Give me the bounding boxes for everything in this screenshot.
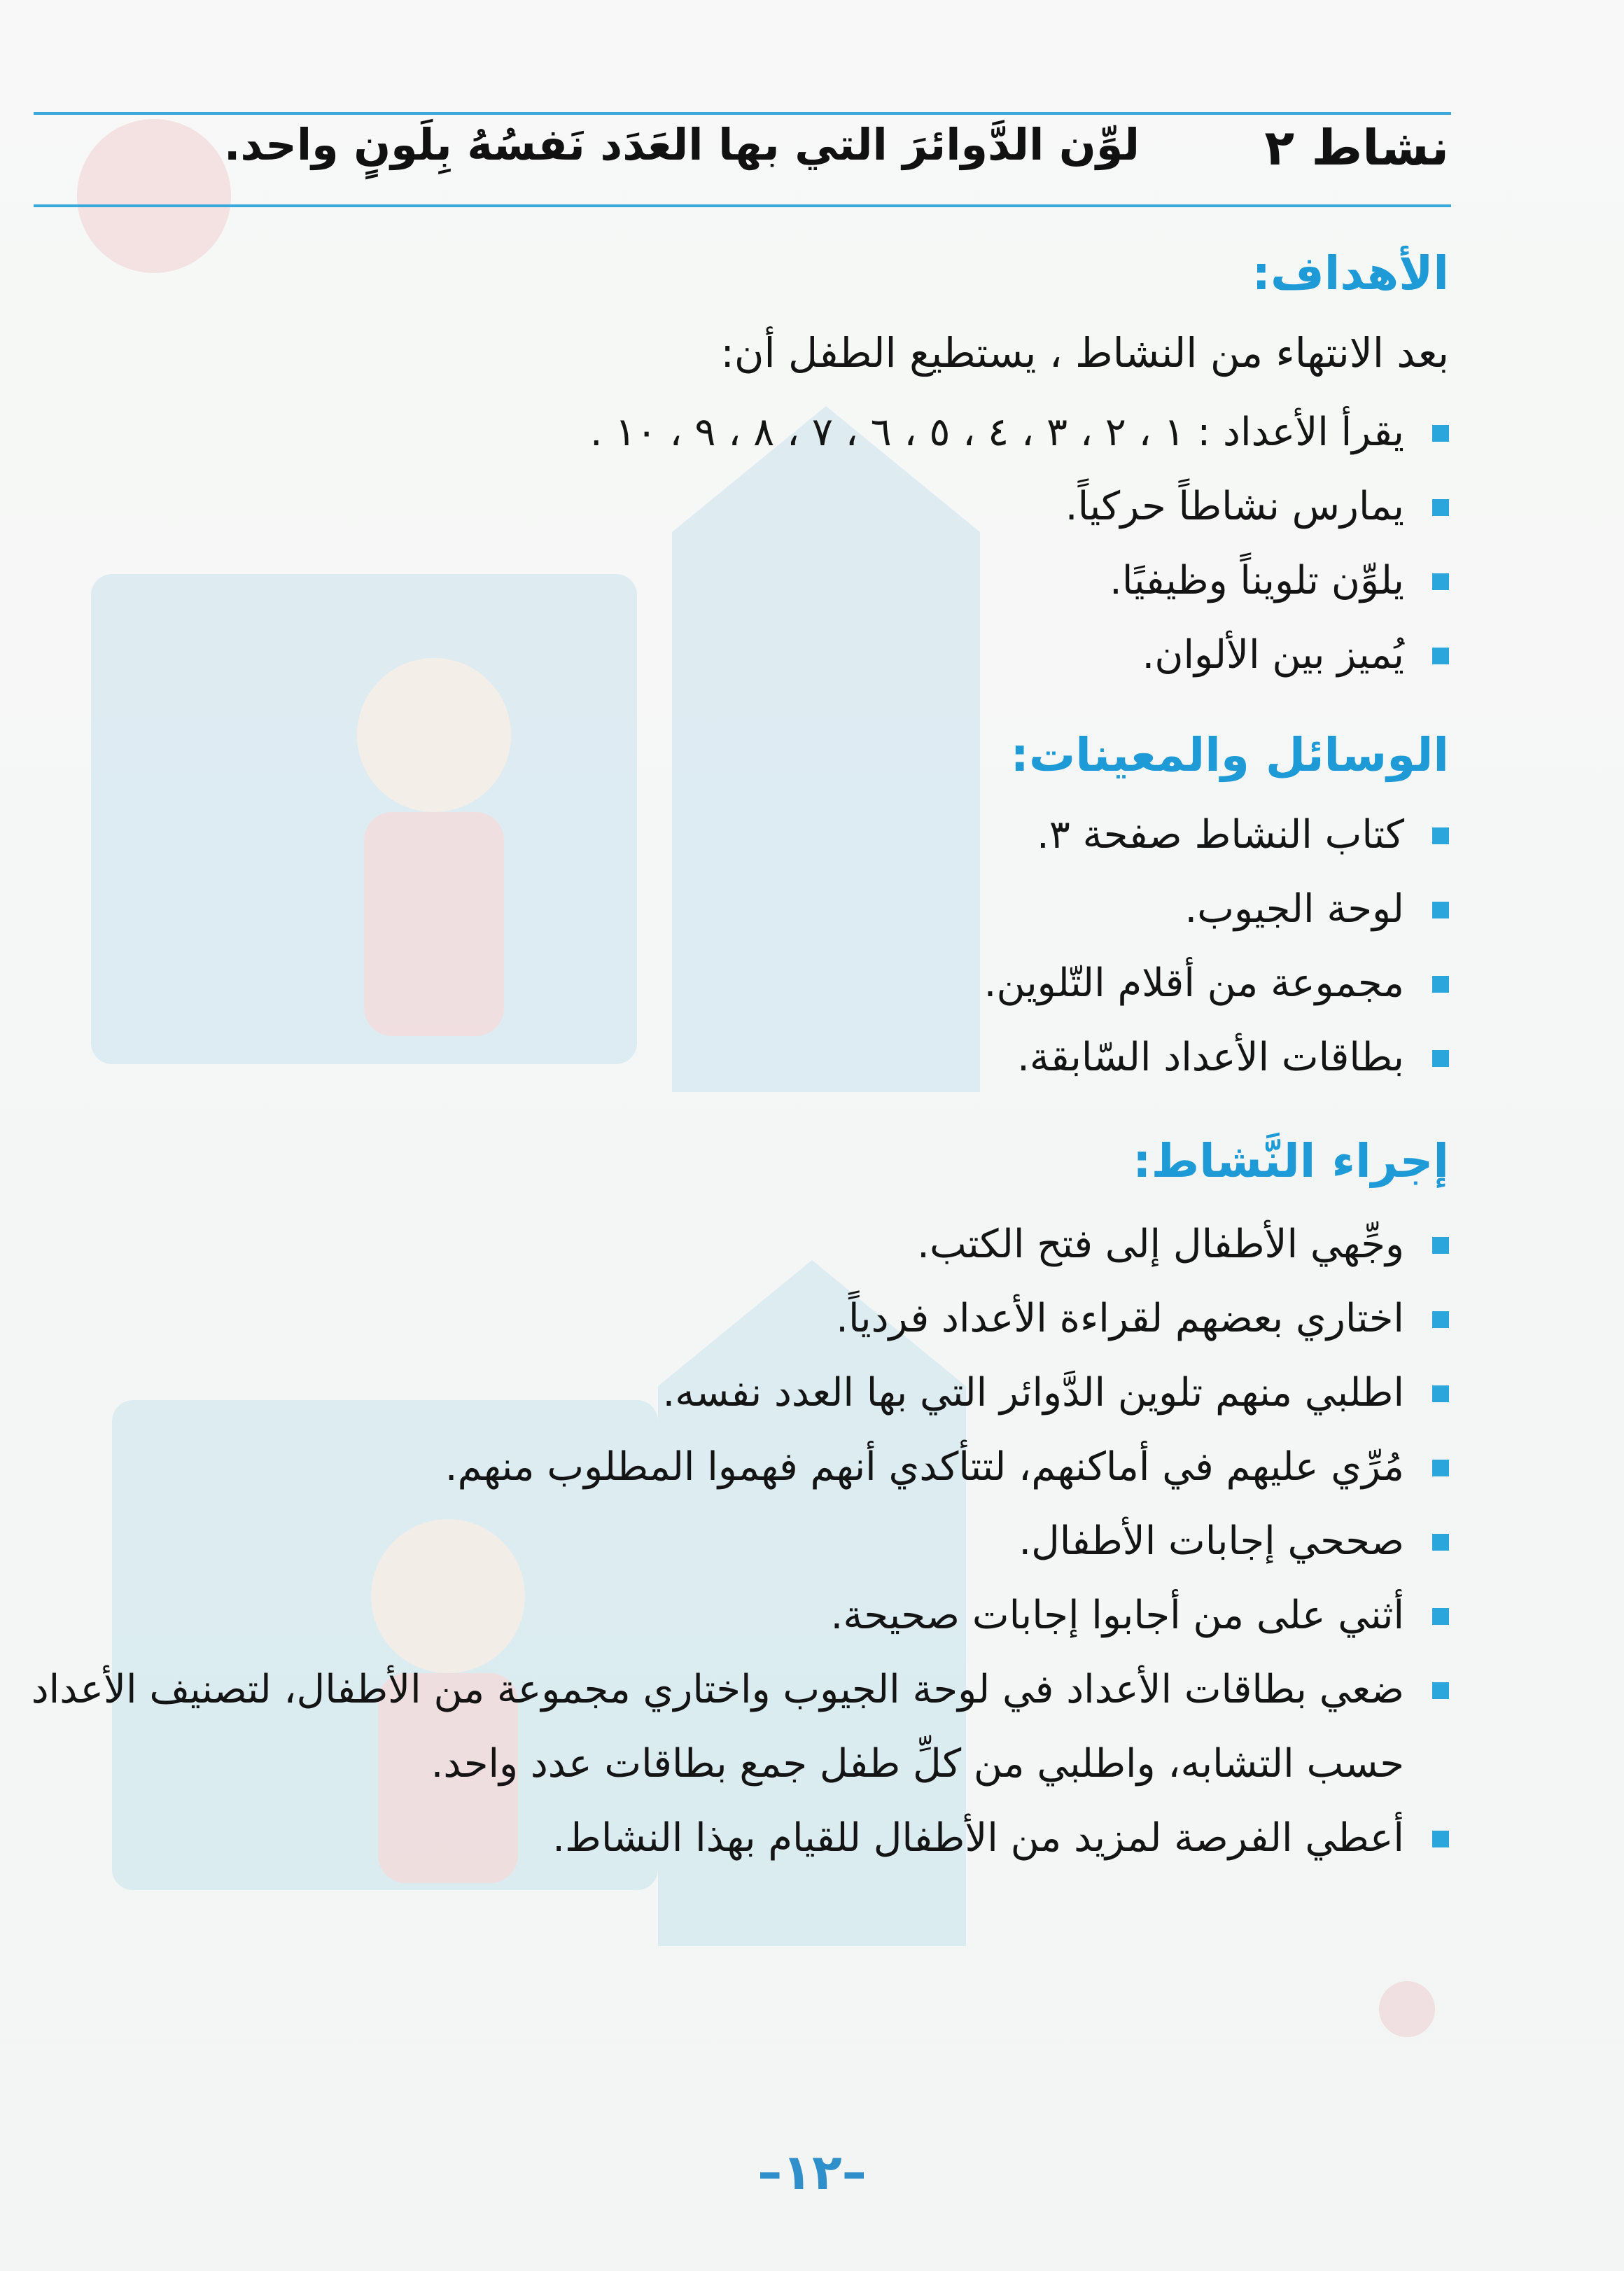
activity-label: نشاط ٢ xyxy=(1264,119,1449,176)
bullet-square-icon xyxy=(1432,1460,1449,1476)
bullet-square-icon xyxy=(1432,976,1449,993)
list-item: صححي إجابات الأطفال. xyxy=(11,1504,1449,1579)
list-item: يُميز بين الألوان. xyxy=(590,618,1449,692)
materials-title: الوسائل والمعينات: xyxy=(1010,728,1449,782)
bullet-square-icon xyxy=(1432,573,1449,590)
list-item: أعطي الفرصة لمزيد من الأطفال للقيام بهذا النشاط. xyxy=(11,1801,1449,1875)
list-item: مُرِّي عليهم في أماكنهم، لتتأكدي أنهم فهموا المطلوب منهم. xyxy=(11,1430,1449,1504)
list-item: اختاري بعضهم لقراءة الأعداد فردياً. xyxy=(11,1282,1449,1356)
objectives-title: الأهداف: xyxy=(1252,246,1449,300)
list-item: يلوِّن تلويناً وظيفيًا. xyxy=(590,544,1449,618)
list-item: يقرأ الأعداد : ١ ، ٢ ، ٣ ، ٤ ، ٥ ، ٦ ، ٧ ، ٨ ، ٩ ، ١٠ . xyxy=(590,396,1449,470)
bullet-square-icon xyxy=(1432,902,1449,918)
list-item: لوحة الجيوب. xyxy=(984,872,1449,946)
bullet-square-icon xyxy=(1432,648,1449,664)
bullet-square-icon xyxy=(1432,1682,1449,1699)
objectives-intro: بعد الانتهاء من النشاط ، يستطيع الطفل أن: xyxy=(720,329,1449,377)
list-item: أثني على من أجابوا إجابات صحيحة. xyxy=(11,1579,1449,1653)
materials-list xyxy=(984,798,1449,1095)
bullet-square-icon xyxy=(1432,499,1449,516)
bullet-square-icon xyxy=(1432,827,1449,844)
bullet-square-icon xyxy=(1432,1385,1449,1402)
activity-instruction: لوِّن الدَّوائرَ التي بها العَدَد نَفسُهُ بِلَونٍ واحد. xyxy=(223,119,1140,170)
page-number: –١٢– xyxy=(757,2144,867,2201)
list-item: اطلبي منهم تلوين الدَّوائر التي بها العدد نفسه. xyxy=(11,1356,1449,1430)
list-item: ضعي بطاقات الأعداد في لوحة الجيوب واختاري مجموعة من الأطفال، لتصنيف الأعداد حسب التشابه، واطلبي من كلِّ طفل جمع بطاقات عدد واحد. xyxy=(11,1653,1449,1801)
header-bottom-rule xyxy=(34,204,1451,207)
procedure-title: إجراء النَّشاط: xyxy=(1133,1134,1449,1188)
list-item: يمارس نشاطاً حركياً. xyxy=(590,470,1449,544)
bullet-square-icon xyxy=(1432,1534,1449,1551)
list-item: بطاقات الأعداد السّابقة. xyxy=(984,1021,1449,1095)
list-item: مجموعة من أقلام التّلوين. xyxy=(984,946,1449,1021)
header-top-rule xyxy=(34,112,1451,115)
objectives-list xyxy=(590,396,1449,692)
bullet-square-icon xyxy=(1432,1311,1449,1328)
bullet-square-icon xyxy=(1432,1831,1449,1847)
list-item: كتاب النشاط صفحة ٣. xyxy=(984,798,1449,872)
bullet-square-icon xyxy=(1432,1050,1449,1067)
bullet-square-icon xyxy=(1432,425,1449,442)
bullet-square-icon xyxy=(1432,1608,1449,1625)
procedure-list xyxy=(11,1208,1449,1875)
bullet-square-icon xyxy=(1432,1237,1449,1254)
list-item: وجِّهي الأطفال إلى فتح الكتب. xyxy=(11,1208,1449,1282)
